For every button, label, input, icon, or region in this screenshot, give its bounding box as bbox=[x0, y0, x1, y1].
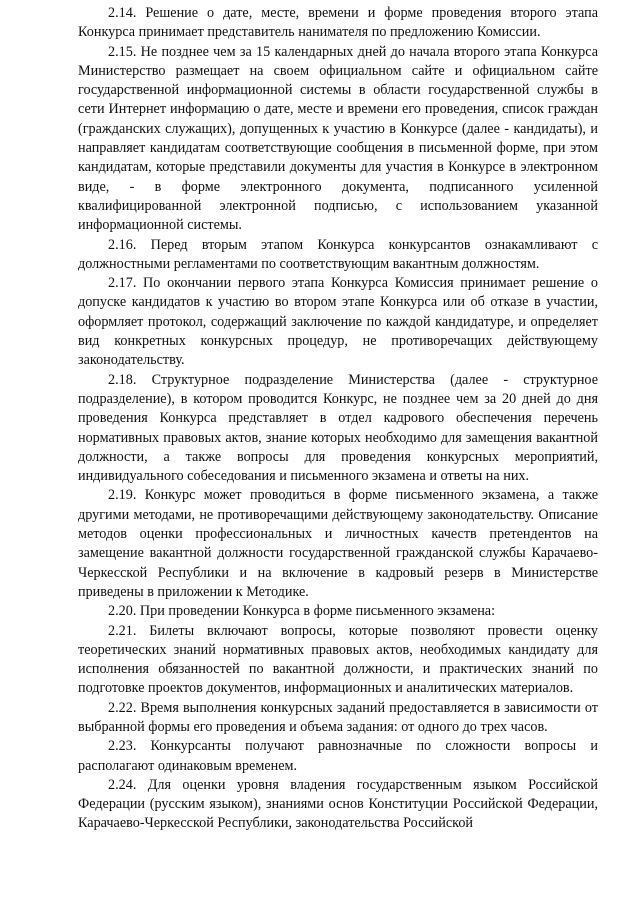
paragraph-2-20: 2.20. При проведении Конкурса в форме письменного экзамена: bbox=[108, 603, 496, 620]
paragraph-2-19: 2.19. Конкурс может проводиться в форме письменного экзамена, а также другими методами, не противоречащими действующему законодательству. Описание методов оценки профессиональных и личностных качеств претендентов на замещение вакантной должности государственной гражданской службы Карачаево-Черкесской Республики и на включение в кадровый резерв в Министерстве приведены в приложении к Методике. bbox=[78, 487, 598, 600]
paragraph-2-14: 2.14. Решение о дате, месте, времени и форме проведения второго этапа Конкурса принимает представитель нанимателя по предложению Комиссии. bbox=[78, 5, 598, 41]
paragraph-2-15: 2.15. Не позднее чем за 15 календарных дней до начала второго этапа Конкурса Министерство размещает на своем официальном сайте и официальном сайте государственной информационной системы в области государственной службы в сети Интернет информацию о дате, месте и времени его проведения, список граждан (гражданских служащих), допущенных к участию в Конкурсе (далее - кандидаты), и направляет кандидатам соответствующие сообщения в письменной форме, при этом кандидатам, которые представили документы для участия в Конкурсе в электронном виде, - в форме электронного документа, подписанного усиленной квалифицированной электронной подписью, с использованием указанной информационной системы. bbox=[78, 43, 598, 234]
document-page bbox=[78, 4, 598, 834]
paragraph-2-22: 2.22. Время выполнения конкурсных заданий предоставляется в зависимости от выбранной формы его проведения и объема задания: от одного до трех часов. bbox=[78, 699, 598, 735]
paragraph-2-21: 2.21. Билеты включают вопросы, которые позволяют провести оценку теоретических знаний нормативных правовых актов, необходимых кандидату для исполнения обязанностей по вакантной должности, и практических знаний по подготовке проектов документов, информационных и аналитических материалов. bbox=[78, 622, 598, 697]
paragraph-2-17: 2.17. По окончании первого этапа Конкурса Комиссия принимает решение о допуске кандидатов к участию во втором этапе Конкурса или об отказе в участии, оформляет протокол, содержащий заключение по каждой кандидатуре, и определяет вид конкретных конкурсных процедур, не противоречащих действующему законодательству. bbox=[78, 275, 598, 369]
paragraph-2-24: 2.24. Для оценки уровня владения государственным языком Российской Федерации (русским языком), знаниями основ Конституции Российской Федерации, Карачаево-Черкесской Республики, законодательства Российской bbox=[78, 776, 598, 832]
paragraph-2-18: 2.18. Структурное подразделение Министерства (далее - структурное подразделение), в котором проводится Конкурс, не позднее чем за 20 дней до дня проведения Конкурса представляет в отдел кадрового обеспечения перечень нормативных правовых актов, знание которых необходимо для замещения вакантной должности, а также вопросы для проведения конкурсных мероприятий, индивидуального собеседования и письменного экзамена и ответы на них. bbox=[78, 371, 598, 485]
paragraph-2-23: 2.23. Конкурсанты получают равнозначные по сложности вопросы и располагают одинаковым временем. bbox=[78, 738, 598, 774]
paragraph-2-16: 2.16. Перед вторым этапом Конкурса конкурсантов ознакамливают с должностными регламентами по соответствующим вакантным должностям. bbox=[78, 236, 598, 272]
